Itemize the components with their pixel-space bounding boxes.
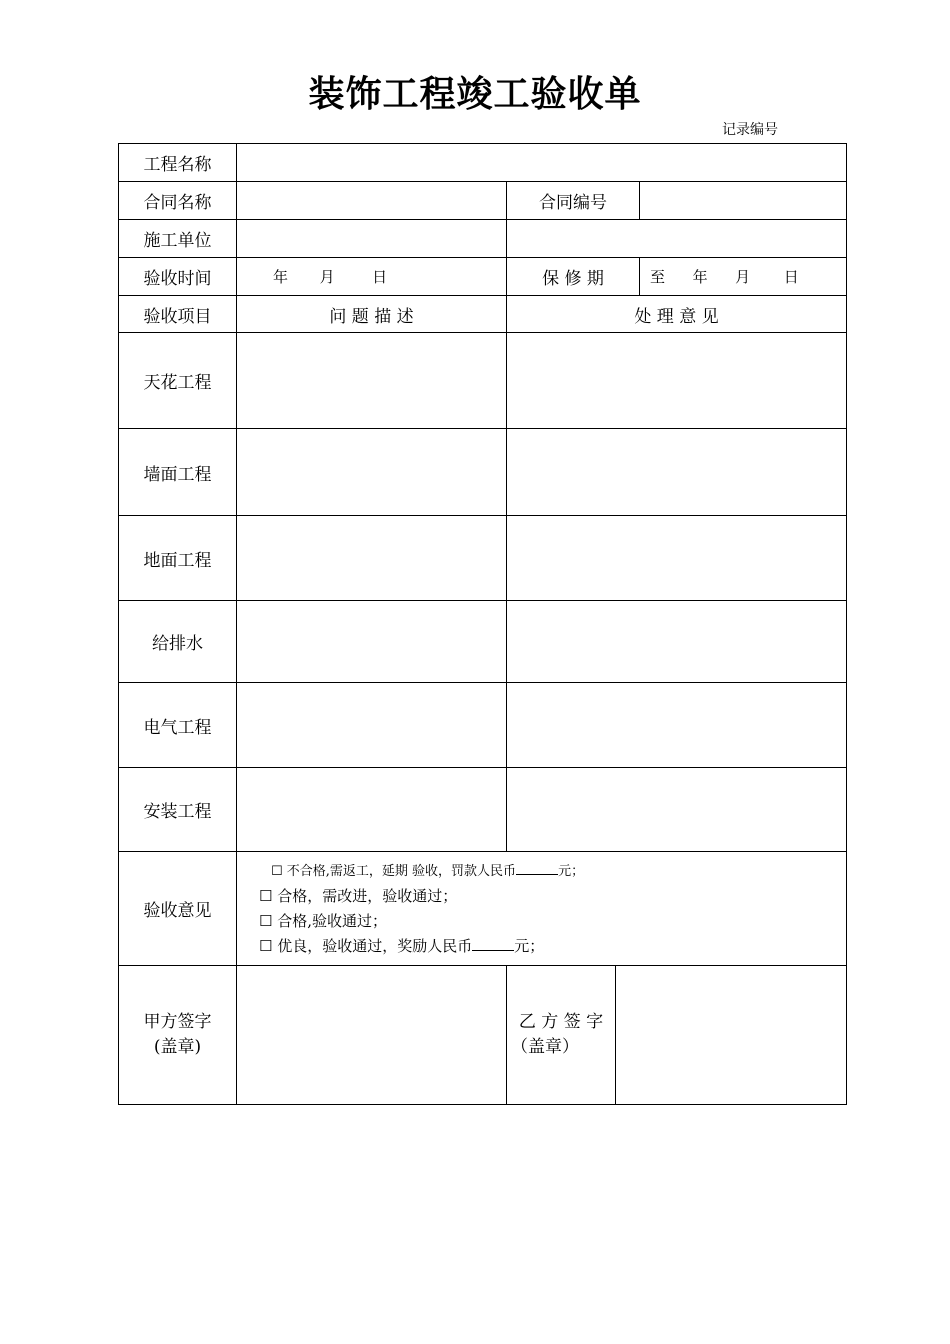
opinion-option[interactable]: ☐ 合格,验收通过；	[259, 909, 846, 934]
row-item	[119, 333, 847, 429]
handling-field[interactable]	[507, 333, 847, 429]
party-b-signature-field[interactable]	[616, 966, 847, 1105]
item-header: 验收项目	[119, 296, 237, 333]
contract-no-label: 合同编号	[507, 182, 640, 220]
amount-blank[interactable]	[472, 936, 514, 951]
page-title: 装饰工程竣工验收单	[308, 73, 642, 115]
row-project-name	[119, 144, 847, 182]
handling-field[interactable]	[507, 429, 847, 516]
warranty-to: 至	[650, 268, 666, 286]
handling-header: 处 理 意 见	[507, 296, 847, 333]
problem-field[interactable]	[237, 768, 507, 852]
checkbox-icon[interactable]: ☐	[259, 936, 273, 955]
party-a-signature-field[interactable]	[237, 966, 507, 1105]
handling-field[interactable]	[507, 768, 847, 852]
row-contract	[119, 182, 847, 220]
row-headers	[119, 296, 847, 333]
problem-field[interactable]	[237, 516, 507, 601]
item-label: 天花工程	[119, 333, 237, 429]
opinion-option[interactable]: ☐ 优良，验收通过，奖励人民币 元；	[259, 934, 846, 959]
checkbox-icon[interactable]: ☐	[259, 886, 273, 905]
party-b-signature-label: 乙 方 签 字 （盖章）	[507, 966, 616, 1105]
opinion-label: 验收意见	[119, 852, 237, 966]
acceptance-date-field[interactable]	[237, 258, 507, 296]
opinion-options	[237, 852, 847, 966]
item-label: 给排水	[119, 601, 237, 683]
warranty-month: 月	[735, 268, 751, 286]
acceptance-form-table	[118, 143, 847, 1105]
handling-field[interactable]	[507, 683, 847, 768]
project-name-field[interactable]	[237, 144, 847, 182]
row-signatures	[119, 966, 847, 1105]
party-a-signature-label: 甲方签字 (盖章)	[119, 966, 237, 1105]
construction-unit-label: 施工单位	[119, 220, 237, 258]
project-name-label: 工程名称	[119, 144, 237, 182]
row-item	[119, 516, 847, 601]
warranty-year: 年	[692, 268, 708, 286]
contract-name-label: 合同名称	[119, 182, 237, 220]
problem-field[interactable]	[237, 333, 507, 429]
opinion-option[interactable]: ☐ 不合格,需返工，延期 验收，罚款人民币 元；	[259, 859, 846, 884]
record-number-label: 记录编号	[722, 122, 778, 138]
item-label: 墙面工程	[119, 429, 237, 516]
warranty-label: 保 修 期	[507, 258, 640, 296]
construction-unit-field[interactable]	[237, 220, 507, 258]
problem-field[interactable]	[237, 683, 507, 768]
warranty-date-field[interactable]	[640, 258, 847, 296]
item-label: 电气工程	[119, 683, 237, 768]
row-item	[119, 683, 847, 768]
problem-header: 问 题 描 述	[237, 296, 507, 333]
row-opinion	[119, 852, 847, 966]
amount-blank[interactable]	[516, 860, 558, 875]
date-month: 月	[319, 268, 335, 286]
handling-field[interactable]	[507, 516, 847, 601]
date-year: 年	[273, 268, 289, 286]
acceptance-time-label: 验收时间	[119, 258, 237, 296]
opinion-option[interactable]: ☐ 合格，需改进，验收通过；	[259, 884, 846, 909]
construction-unit-extra-field[interactable]	[507, 220, 847, 258]
item-label: 安装工程	[119, 768, 237, 852]
contract-name-field[interactable]	[237, 182, 507, 220]
contract-no-field[interactable]	[640, 182, 847, 220]
row-acceptance-time	[119, 258, 847, 296]
row-item	[119, 768, 847, 852]
problem-field[interactable]	[237, 429, 507, 516]
row-construction-unit	[119, 220, 847, 258]
row-item	[119, 429, 847, 516]
checkbox-icon[interactable]: ☐	[259, 911, 273, 930]
warranty-day: 日	[783, 268, 799, 286]
checkbox-icon[interactable]: ☐	[271, 863, 283, 879]
item-label: 地面工程	[119, 516, 237, 601]
row-item	[119, 601, 847, 683]
problem-field[interactable]	[237, 601, 507, 683]
date-day: 日	[372, 268, 388, 286]
handling-field[interactable]	[507, 601, 847, 683]
